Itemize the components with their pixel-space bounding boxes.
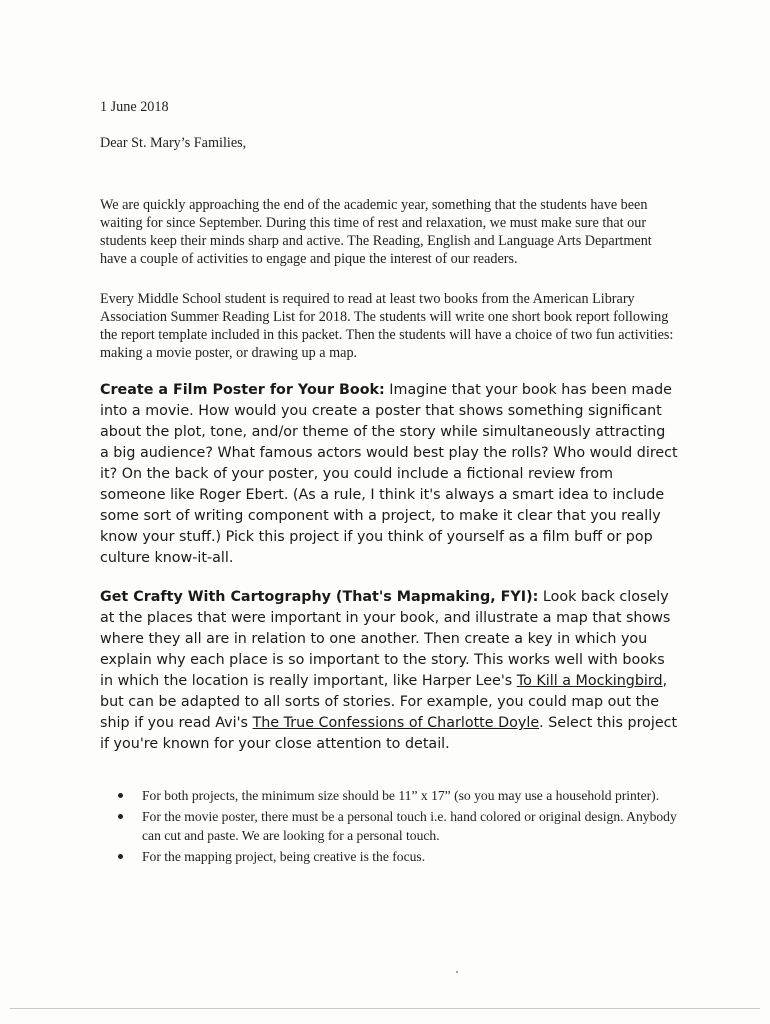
map-project bbox=[100, 587, 678, 755]
requirements-paragraph: Every Middle School student is required to read at least two books from the American Library Association Summer Reading List for 2018. The students will write one short book report following the report template included in this packet. Then the students will have a choice of two fun activities: making a movie poster, or drawing up a map. bbox=[100, 291, 674, 361]
list-item bbox=[98, 807, 678, 845]
map-project-description-part1: Look back closely at the places that were important in your book, and illustrate a map that shows where they all are in relation to one another. Then create a key in which you explain why each place is so important to the story. This works well with books in which the location is really important, like Harper Lee's bbox=[100, 589, 671, 689]
intro-paragraph: We are quickly approaching the end of the academic year, something that the students have been waiting for since September. During this time of rest and relaxation, we must make sure that our students keep their minds sharp and active. The Reading, English and Language Arts Department have a couple of activities to engage and pique the interest of our readers. bbox=[100, 197, 652, 267]
film-poster-project bbox=[100, 380, 678, 569]
guideline-text: For both projects, the minimum size should be 11” x 17” (so you may use a household printer). bbox=[142, 788, 660, 803]
bullet-icon bbox=[118, 814, 123, 819]
project-guidelines-list bbox=[98, 786, 678, 868]
bullet-icon bbox=[118, 854, 123, 859]
list-item bbox=[98, 786, 678, 805]
map-project-description-part2: , but can be adapted to all sorts of stories. For example, you could map out the ship if you read Avi's bbox=[100, 673, 668, 731]
letter-date: 1 June 2018 bbox=[100, 99, 169, 115]
bullet-icon bbox=[118, 793, 123, 798]
page-edge-line bbox=[10, 1008, 760, 1009]
book-title-mockingbird: To Kill a Mockingbird bbox=[516, 673, 663, 689]
guideline-text: For the mapping project, being creative is the focus. bbox=[142, 849, 426, 864]
list-item bbox=[98, 847, 678, 866]
book-title-charlotte-doyle: The True Confessions of Charlotte Doyle bbox=[252, 715, 540, 731]
film-poster-heading: Create a Film Poster for Your Book: bbox=[100, 382, 385, 398]
map-project-description-part3: . Select this project if you're known for your close attention to detail. bbox=[100, 715, 678, 752]
letter-salutation: Dear St. Mary’s Families, bbox=[100, 135, 247, 151]
map-project-heading: Get Crafty With Cartography (That's Mapmaking, FYI): bbox=[100, 589, 539, 605]
guideline-text: For the movie poster, there must be a personal touch i.e. hand colored or original design. Anybody can cut and paste. We are looking for a personal touch. bbox=[142, 809, 677, 843]
film-poster-description: Imagine that your book has been made into a movie. How would you create a poster that shows something significant about the plot, tone, and/or theme of the story while simultaneously attracting a big audience? What famous actors would best play the rolls? Who would direct it? On the back of your poster, you could include a fictional review from someone like Roger Ebert. (As a rule, I think it's always a smart idea to include some sort of writing component with a project, to make it clear that you really know your stuff.) Pick this project if you think of yourself as a film buff or pop culture know-it-all. bbox=[100, 382, 678, 566]
scan-speck bbox=[456, 971, 458, 973]
